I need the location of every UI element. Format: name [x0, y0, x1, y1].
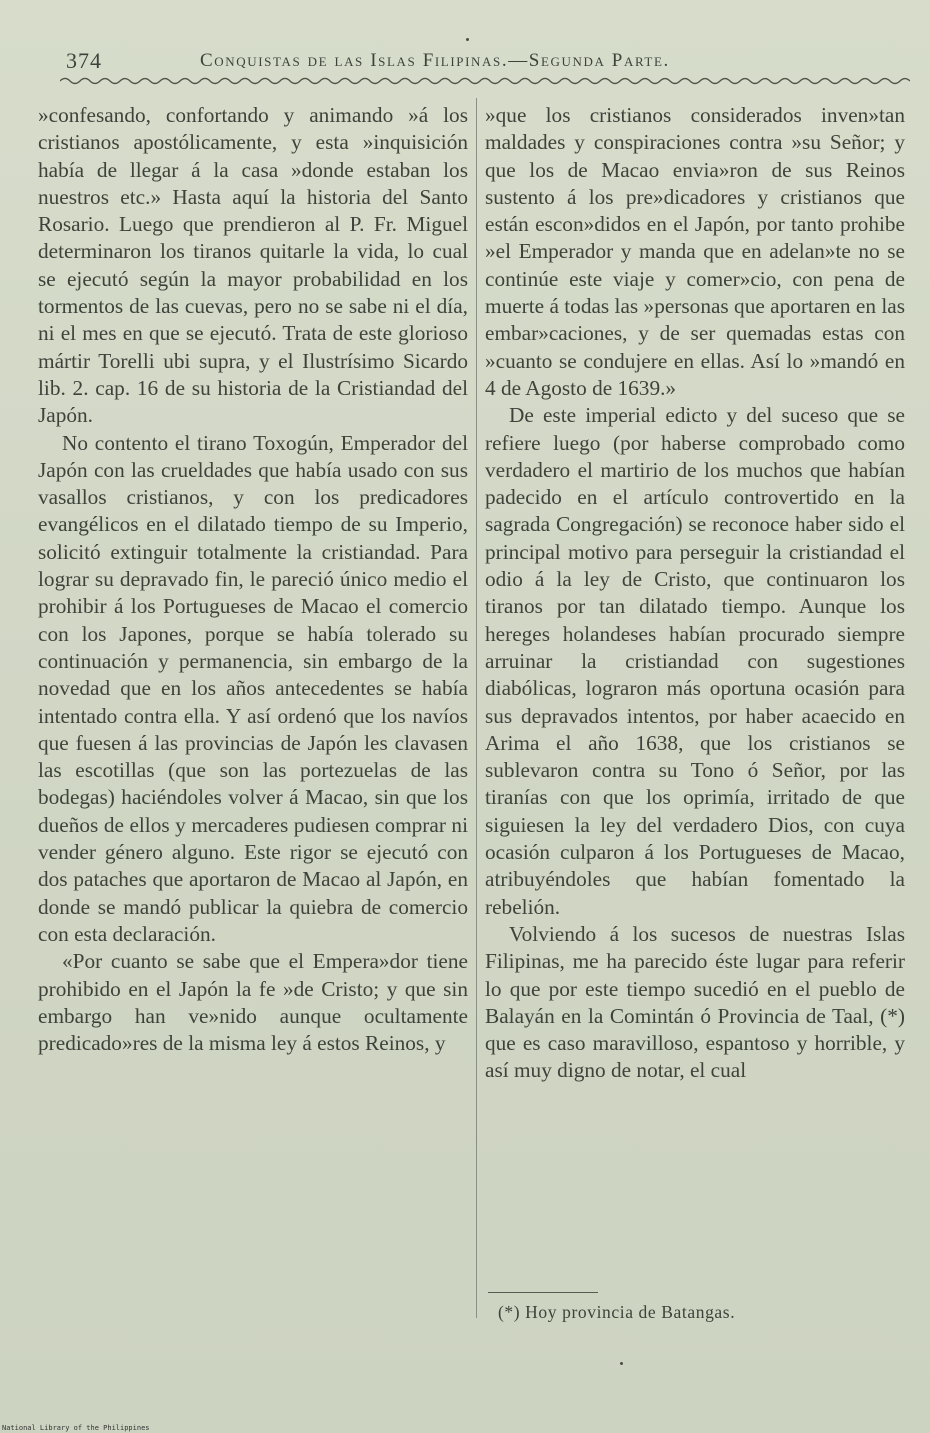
right-text-column	[485, 102, 905, 1085]
page-header	[0, 44, 930, 74]
archive-credit: National Library of the Philippines	[2, 1424, 150, 1432]
running-title: Conquistas de las Islas Filipinas.—Segunda Parte.	[200, 50, 670, 71]
footnote: (*) Hoy provincia de Batangas.	[498, 1302, 736, 1322]
footnote-rule	[488, 1292, 598, 1293]
print-speck	[466, 38, 469, 41]
left-text-column	[38, 102, 468, 1057]
text-paragraph: »confesando, confortando y animando »á los cristianos apostólicamente, y esta »inquisición había de llegar á la casa »donde estaban los nuestros etc.» Hasta aquí la historia del Santo Rosario. Luego que prendieron al P. Fr. Miguel determinaron los tiranos quitarle la vida, lo cual se ejecutó según la mayor probabilidad en los tormentos de las cuevas, pero no se sabe ni el día, ni el mes en que se ejecutó. Trata de este glorioso mártir Torelli ubi supra, y el Ilustrísimo Sicardo lib. 2. cap. 16 de su historia de la Cristiandad del Japón.	[38, 103, 468, 428]
page-number: 374	[66, 48, 102, 73]
text-paragraph: De este imperial edicto y del suceso que se refiere luego (por haberse comprobado como verdadero el martirio de los muchos que habían padecido en el artículo controvertido en la sagrada Congregación) se reconoce haber sido el principal motivo para perseguir la cristiandad el odio á la ley de Cristo, que continuaron los tiranos por tan dilatado tiempo. Aunque los hereges holandeses habían procurado siempre arruinar la cristiandad con sugestiones diabólicas, lograron más oportuna ocasión para sus depravados intentos, por haber acaecido en Arima el año 1638, que los cristianos se sublevaron contra su Tono ó Señor, por las tiranías con que los oprimía, irritado de que siguiesen la ley del verdadero Dios, con cuya ocasión culparon á los Portugueses de Macao, atribuyéndoles que habían fomentado la rebelión.	[485, 403, 905, 919]
text-paragraph: »que los cristianos considerados inven»tan maldades y conspiraciones contra »su Señor; y que los de Macao envia»ron de sus Reinos sustento á los pre»dicadores y cristianos que están escon»didos en el Japón, por tanto prohibe »el Emperador y manda que en adelan»te no se continúe este viaje y comer»cio, con pena de muerte á todas las »personas que aportaren en las embar»caciones, y de ser quemadas estas con »cuanto se condujere en ellas. Así lo »mandó en 4 de Agosto de 1639.»	[485, 103, 905, 400]
column-divider	[476, 98, 477, 1318]
text-paragraph: No contento el tirano Toxogún, Emperador del Japón con las crueldades que había usado con sus vasallos cristianos, y con los predicadores evangélicos en el dilatado tiempo de su Imperio, solicitó extinguir totalmente la cristiandad. Para lograr su depravado fin, le pareció único medio el prohibir á los Portugueses de Macao el comercio con los Japones, porque se había tolerado su continuación y permanencia, sin embargo de la novedad que en los años antecedentes se había intentado contra ella. Y así ordenó que los navíos que fuesen á las provincias de Japón les clavasen las escotillas (que son las portezuelas de las bodegas) haciéndoles volver á Macao, sin que los dueños de ellos y mercaderes pudiesen comprar ni vender género alguno. Este rigor se ejecutó con dos pataches que aportaron de Macao al Japón, en donde se mandó publicar la quiebra de comercio con esta declaración.	[38, 430, 468, 946]
print-speck	[620, 1362, 623, 1365]
ornamental-wavy-rule	[60, 74, 910, 88]
text-paragraph: Volviendo á los sucesos de nuestras Islas Filipinas, me ha parecido éste lugar para referir lo que por este tiempo sucedió en el pueblo de Balayán en la Comintán ó Provincia de Taal, (*) que es caso maravilloso, espantoso y horrible, y así muy digno de notar, el cual	[485, 921, 905, 1083]
text-paragraph: «Por cuanto se sabe que el Empera»dor tiene prohibido en el Japón la fe »de Cristo; y que sin embargo han ve»nido aunque ocultamente predicado»res de la misma ley á estos Reinos, y	[38, 949, 468, 1056]
